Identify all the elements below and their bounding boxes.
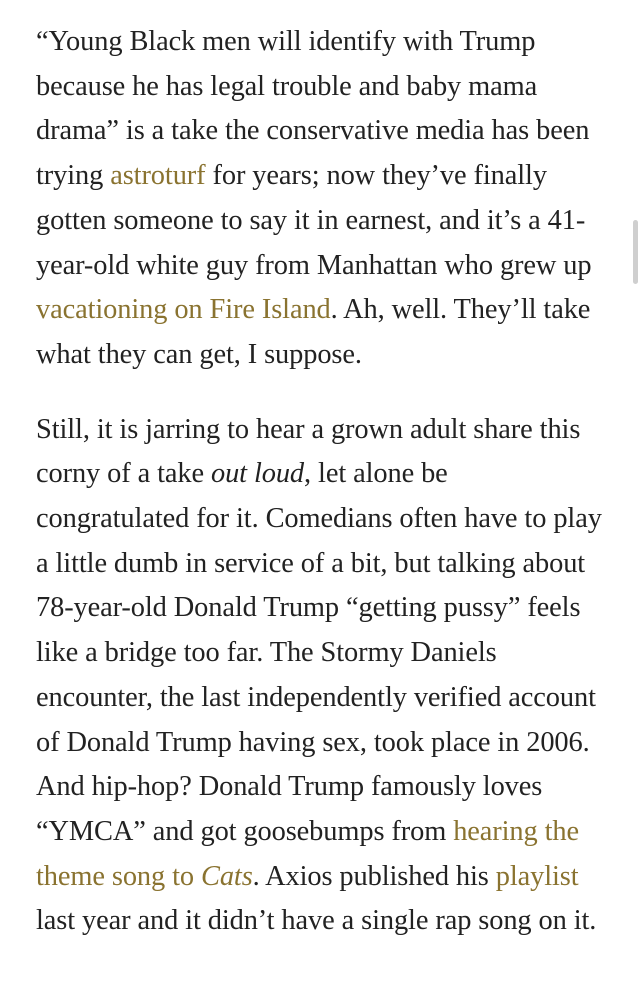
emphasis-out-loud: out loud	[210, 458, 305, 490]
article-body	[36, 20, 606, 974]
paragraph-2	[36, 408, 606, 944]
paragraph-2-text-4: last year and it didn’t have a single rap song on it.	[36, 905, 597, 937]
paragraph-2-text-3: . Axios published his	[252, 860, 496, 892]
paragraph-2-text-2: , let alone be congratulated for it. Comedians often have to play a little dumb in service of a bit, but talking about 78-year-old Donald Trump “getting pussy” feels like a bridge too far. The Stormy Daniels encounter, the last independently verified account of Donald Trump having sex, took place in 2006. And hip-hop? Donald Trump famously loves “YMCA” and got goosebumps from	[36, 458, 602, 847]
paragraph-2-text-1: Still, it is jarring to hear a grown adult share this corny of a take	[36, 413, 581, 490]
link-cats-title: Cats	[200, 860, 253, 892]
link-astroturf[interactable]: astroturf	[110, 160, 206, 192]
link-playlist[interactable]: playlist	[495, 860, 579, 892]
paragraph-1-text-3: . Ah, well. They’ll take what they can get, I suppose.	[36, 294, 591, 370]
link-vacationing-on-fire-island[interactable]: vacationing on Fire Island	[36, 294, 331, 326]
link-theme-song-text: hearing the theme song to	[36, 815, 579, 892]
paragraph-1-text-2: for years; now they’ve finally gotten someone to say it in earnest, and it’s a 41-year-old white guy from Manhattan who grew up	[36, 160, 592, 281]
paragraph-1-text-1: “Young Black men will identify with Trump because he has legal trouble and baby mama drama” is a take the conservative media has been trying	[36, 26, 590, 192]
paragraph-1	[36, 20, 606, 378]
scrollbar-thumb[interactable]	[633, 220, 638, 284]
